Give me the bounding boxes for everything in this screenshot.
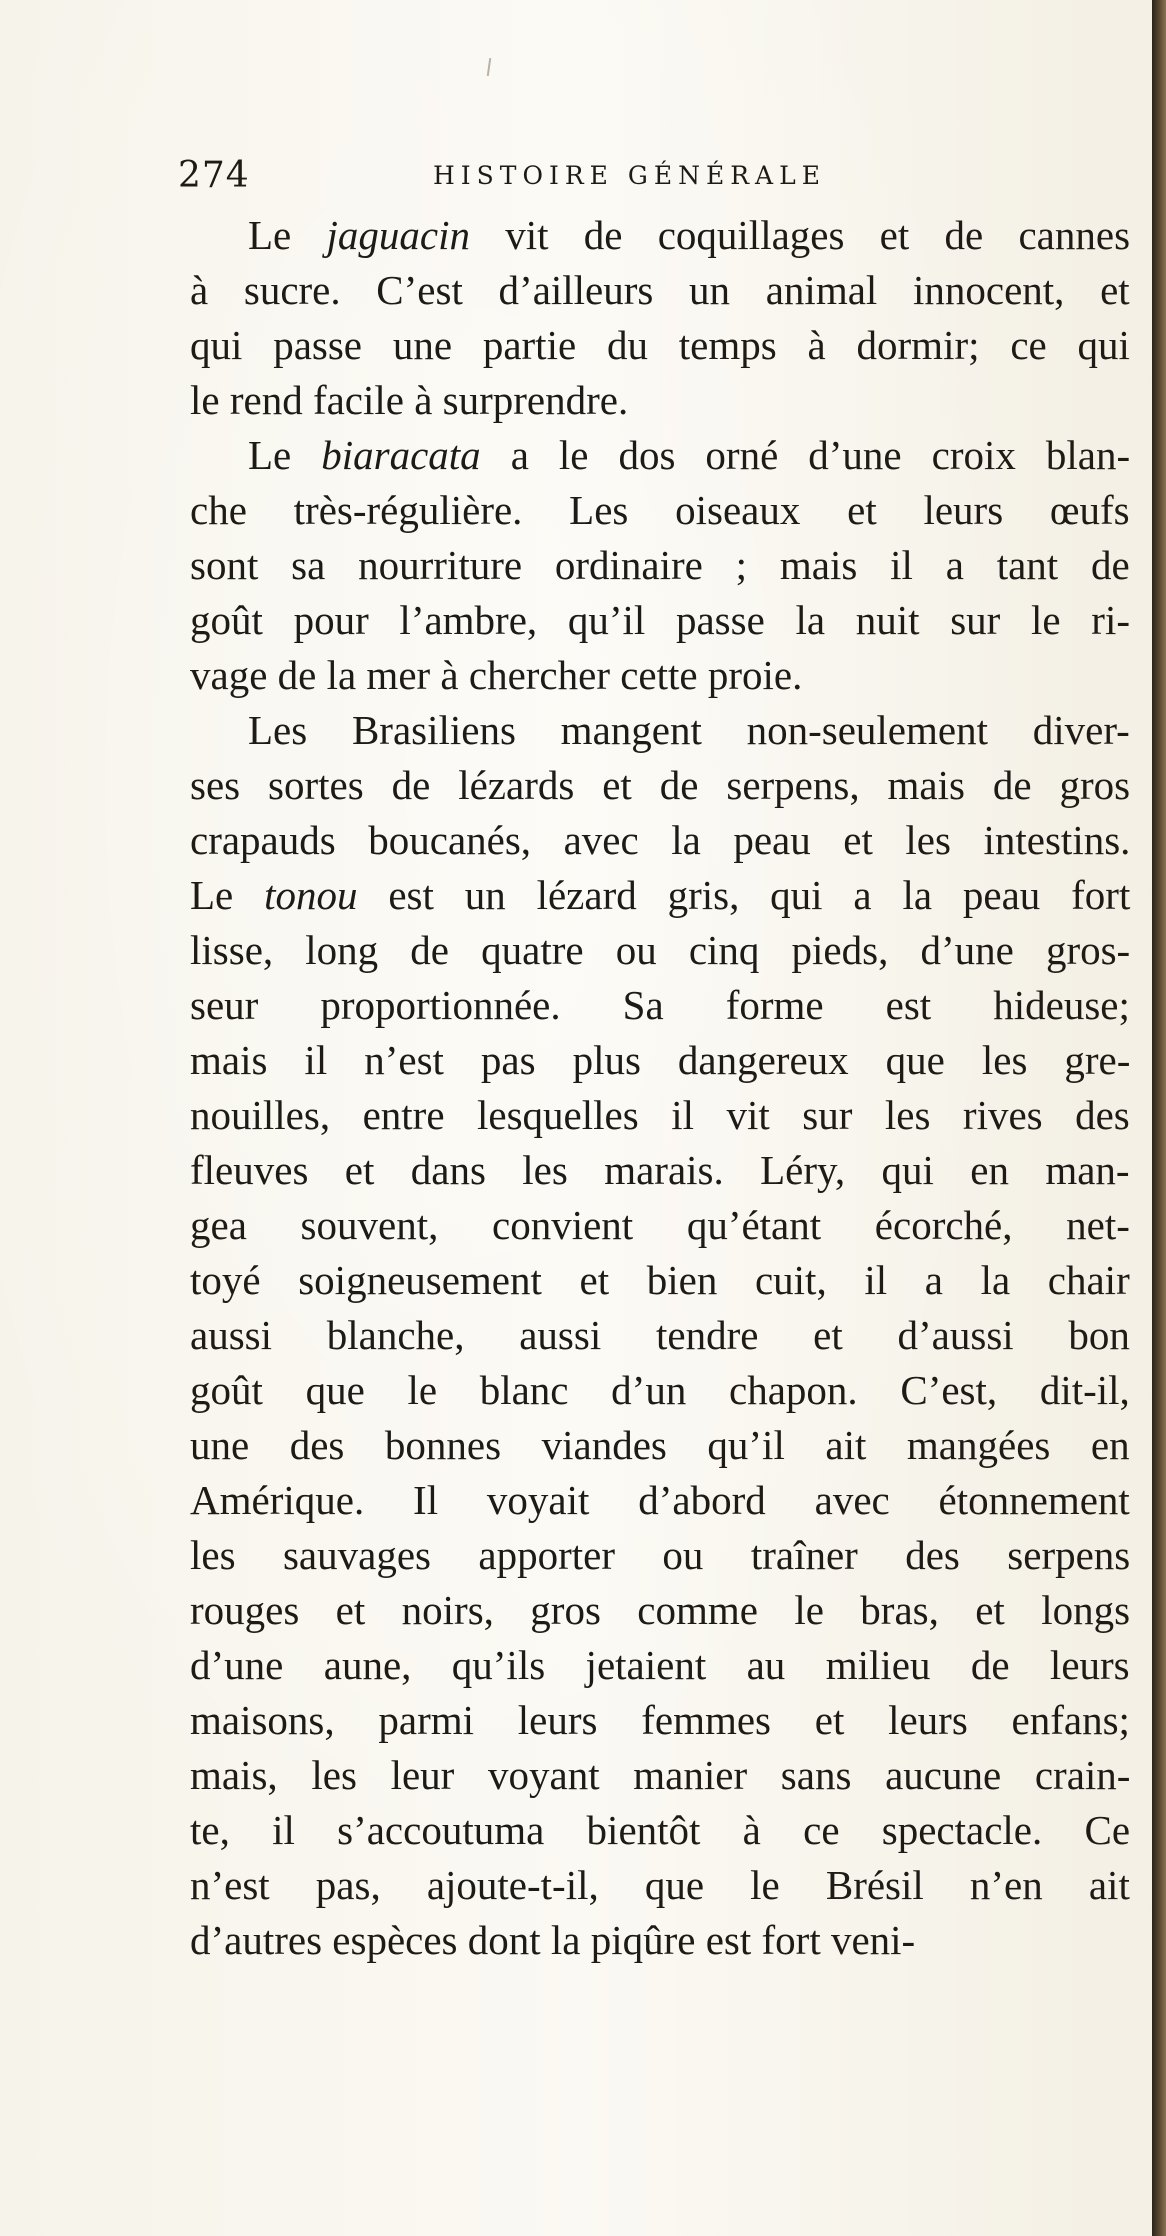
- text-segment: à sucre. C’est d’ailleurs un animal innocent, et: [190, 267, 1130, 313]
- text-line: [248, 208, 1130, 263]
- text-line: [190, 1693, 1130, 1748]
- text-line: [190, 1803, 1130, 1858]
- text-line: [190, 1143, 1130, 1198]
- text-line: [190, 538, 1130, 593]
- text-line: [190, 373, 628, 428]
- italic-term: biaracata: [321, 432, 481, 478]
- text-segment: Le: [190, 872, 265, 918]
- text-line: [248, 428, 1130, 483]
- text-line: [190, 593, 1130, 648]
- text-segment: Les Brasiliens mangent non-seulement diver-: [248, 707, 1130, 753]
- text-segment: n’est pas, ajoute-t-il, que le Brésil n’en ait: [190, 1862, 1130, 1908]
- text-segment: d’autres espèces dont la piqûre est fort veni-: [190, 1917, 916, 1963]
- text-segment: ses sortes de lézards et de serpens, mais de gros: [190, 762, 1131, 808]
- text-segment: vage de la mer à chercher cette proie.: [190, 652, 803, 698]
- text-line: [190, 868, 1130, 923]
- text-segment: mais il n’est pas plus dangereux que les gre-: [190, 1037, 1131, 1083]
- text-segment: est un lézard gris, qui a la peau fort: [357, 872, 1131, 918]
- text-line: [190, 1198, 1130, 1253]
- text-line: [190, 1583, 1130, 1638]
- text-line: [190, 263, 1130, 318]
- text-segment: d’une aune, qu’ils jetaient au milieu de leurs: [190, 1642, 1130, 1688]
- text-line: [190, 1308, 1130, 1363]
- text-line: [190, 1638, 1130, 1693]
- text-line: [190, 483, 1130, 538]
- text-line: [190, 1528, 1130, 1583]
- text-line: [190, 1363, 1130, 1418]
- text-line: [190, 1913, 915, 1968]
- text-segment: gea souvent, convient qu’étant écorché, net-: [190, 1202, 1130, 1248]
- text-segment: a le dos orné d’une croix blan-: [480, 432, 1131, 478]
- text-line: [190, 758, 1130, 813]
- text-segment: lisse, long de quatre ou cinq pieds, d’une gros-: [190, 927, 1131, 973]
- text-segment: te, il s’accoutuma bientôt à ce spectacle. Ce: [190, 1807, 1131, 1853]
- text-line: [190, 648, 802, 703]
- text-segment: fleuves et dans les marais. Léry, qui en man-: [190, 1147, 1130, 1193]
- text-segment: le rend facile à surprendre.: [190, 377, 629, 423]
- text-line: [190, 1473, 1130, 1528]
- text-segment: rouges et noirs, gros comme le bras, et longs: [190, 1587, 1131, 1633]
- running-title: HISTOIRE GÉNÉRALE: [433, 161, 826, 190]
- text-line: [190, 1418, 1130, 1473]
- text-segment: toyé soigneusement et bien cuit, il a la chair: [190, 1257, 1130, 1303]
- text-segment: Le: [248, 432, 322, 478]
- text-segment: mais, les leur voyant manier sans aucune crain-: [190, 1752, 1131, 1798]
- paper-mark: [487, 58, 491, 76]
- text-line: [190, 1858, 1130, 1913]
- text-line: [190, 1033, 1130, 1088]
- text-segment: Amérique. Il voyait d’abord avec étonnement: [190, 1477, 1130, 1523]
- text-segment: vit de coquillages et de cannes: [469, 212, 1131, 258]
- text-segment: Le: [248, 212, 327, 258]
- text-segment: les sauvages apporter ou traîner des serpens: [190, 1532, 1131, 1578]
- text-segment: maisons, parmi leurs femmes et leurs enfans;: [190, 1697, 1130, 1743]
- italic-term: jaguacin: [326, 212, 470, 258]
- text-line: [190, 1253, 1130, 1308]
- page-header: [178, 155, 958, 195]
- text-segment: goût pour l’ambre, qu’il passe la nuit sur le ri-: [190, 597, 1130, 643]
- text-line: [190, 813, 1130, 868]
- text-line: [190, 923, 1130, 978]
- text-segment: goût que le blanc d’un chapon. C’est, dit-il,: [190, 1367, 1130, 1413]
- text-line: [190, 318, 1130, 373]
- text-segment: che très-régulière. Les oiseaux et leurs œufs: [190, 487, 1130, 533]
- text-line: [248, 703, 1130, 758]
- text-segment: qui passe une partie du temps à dormir; ce qui: [190, 322, 1130, 368]
- italic-term: tonou: [264, 872, 358, 918]
- text-segment: sont sa nourriture ordinaire ; mais il a tant de: [190, 542, 1130, 588]
- book-spine-edge: [1152, 0, 1166, 2236]
- page-number: 274: [178, 155, 250, 196]
- text-segment: nouilles, entre lesquelles il vit sur les rives des: [190, 1092, 1130, 1138]
- text-segment: aussi blanche, aussi tendre et d’aussi bon: [190, 1312, 1130, 1358]
- text-line: [190, 1088, 1130, 1143]
- text-line: [190, 978, 1130, 1033]
- text-segment: crapauds boucanés, avec la peau et les intestins.: [190, 817, 1131, 863]
- text-line: [190, 1748, 1130, 1803]
- text-segment: une des bonnes viandes qu’il ait mangées en: [190, 1422, 1130, 1468]
- text-segment: seur proportionnée. Sa forme est hideuse;: [190, 982, 1130, 1028]
